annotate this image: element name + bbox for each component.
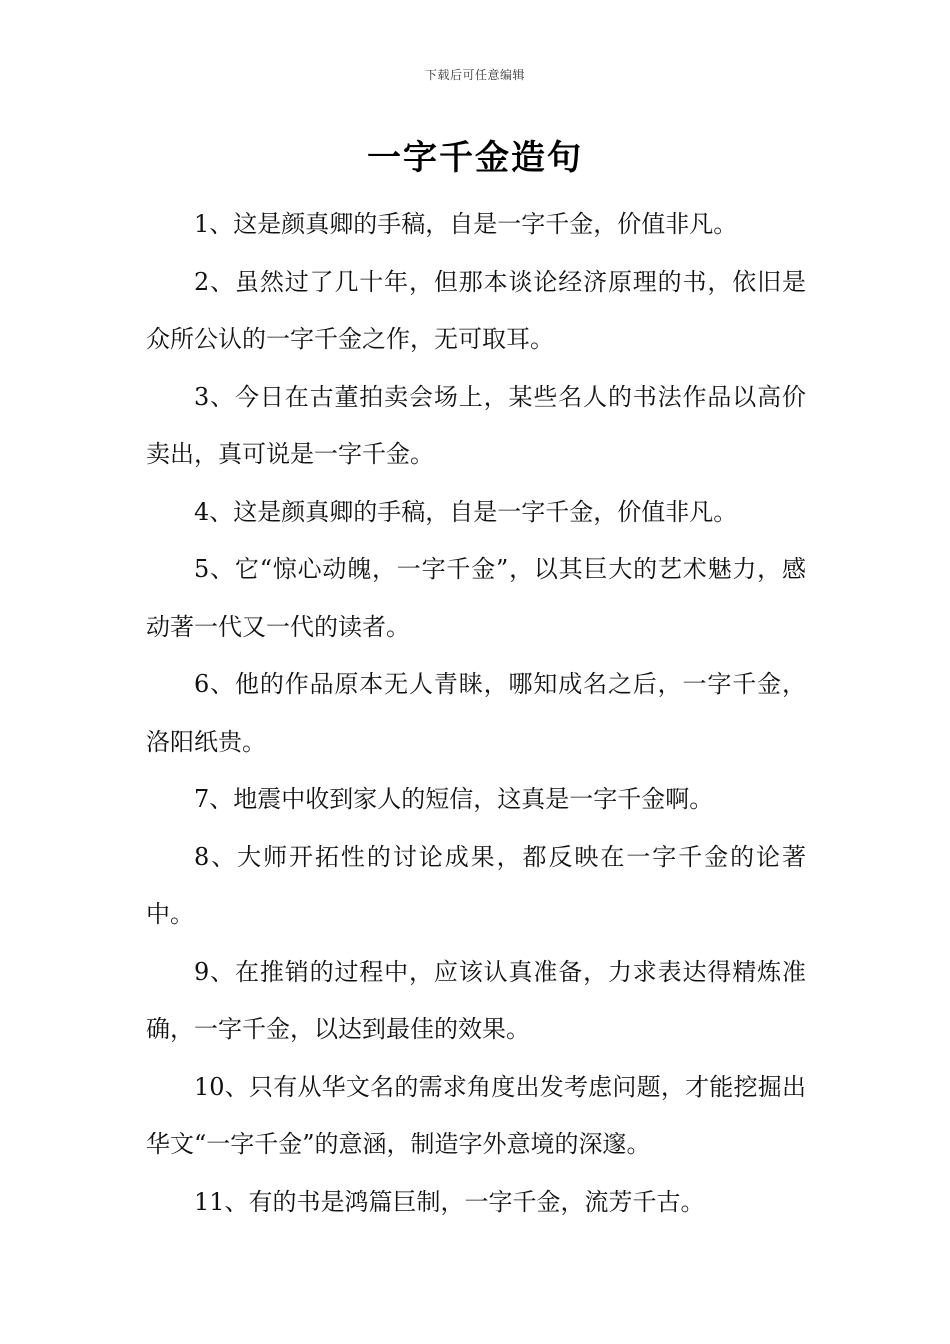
header-note: 下载后可任意编辑 xyxy=(424,68,525,82)
document-title: 一字千金造句 xyxy=(367,138,583,178)
sentence-11: 11、有的书是鸿篇巨制，一字千金，流芳千古。 xyxy=(194,1187,705,1216)
sentence-6: 6、他的作品原本无人青睐，哪知成名之后，一字千金，洛阳纸贵。 xyxy=(146,670,806,756)
sentence-4: 4、这是颜真卿的手稿，自是一字千金，价值非凡。 xyxy=(194,497,738,526)
sentence-7: 7、地震中收到家人的短信，这真是一字千金啊。 xyxy=(194,785,714,813)
sentence-10: 10、只有从华文名的需求角度出发考虑问题，才能挖掘出华文“一字千金”的意涵，制造字外意境的深邃。 xyxy=(146,1072,806,1158)
sentence-list xyxy=(146,196,806,1231)
sentence-8: 8、大师开拓性的讨论成果，都反映在一字千金的论著中。 xyxy=(146,842,806,928)
sentence-3: 3、今日在古董拍卖会场上，某些名人的书法作品以高价卖出，真可说是一字千金。 xyxy=(146,382,806,468)
sentence-2: 2、虽然过了几十年，但那本谈论经济原理的书，依旧是众所公认的一字千金之作，无可取耳。 xyxy=(146,267,806,353)
sentence-5: 5、它“惊心动魄，一字千金”，以其巨大的艺术魅力，感动著一代又一代的读者。 xyxy=(146,555,806,641)
sentence-9: 9、在推销的过程中，应该认真准备，力求表达得精炼准确，一字千金，以达到最佳的效果。 xyxy=(146,957,806,1043)
sentence-1: 1、这是颜真卿的手稿，自是一字千金，价值非凡。 xyxy=(194,210,738,238)
